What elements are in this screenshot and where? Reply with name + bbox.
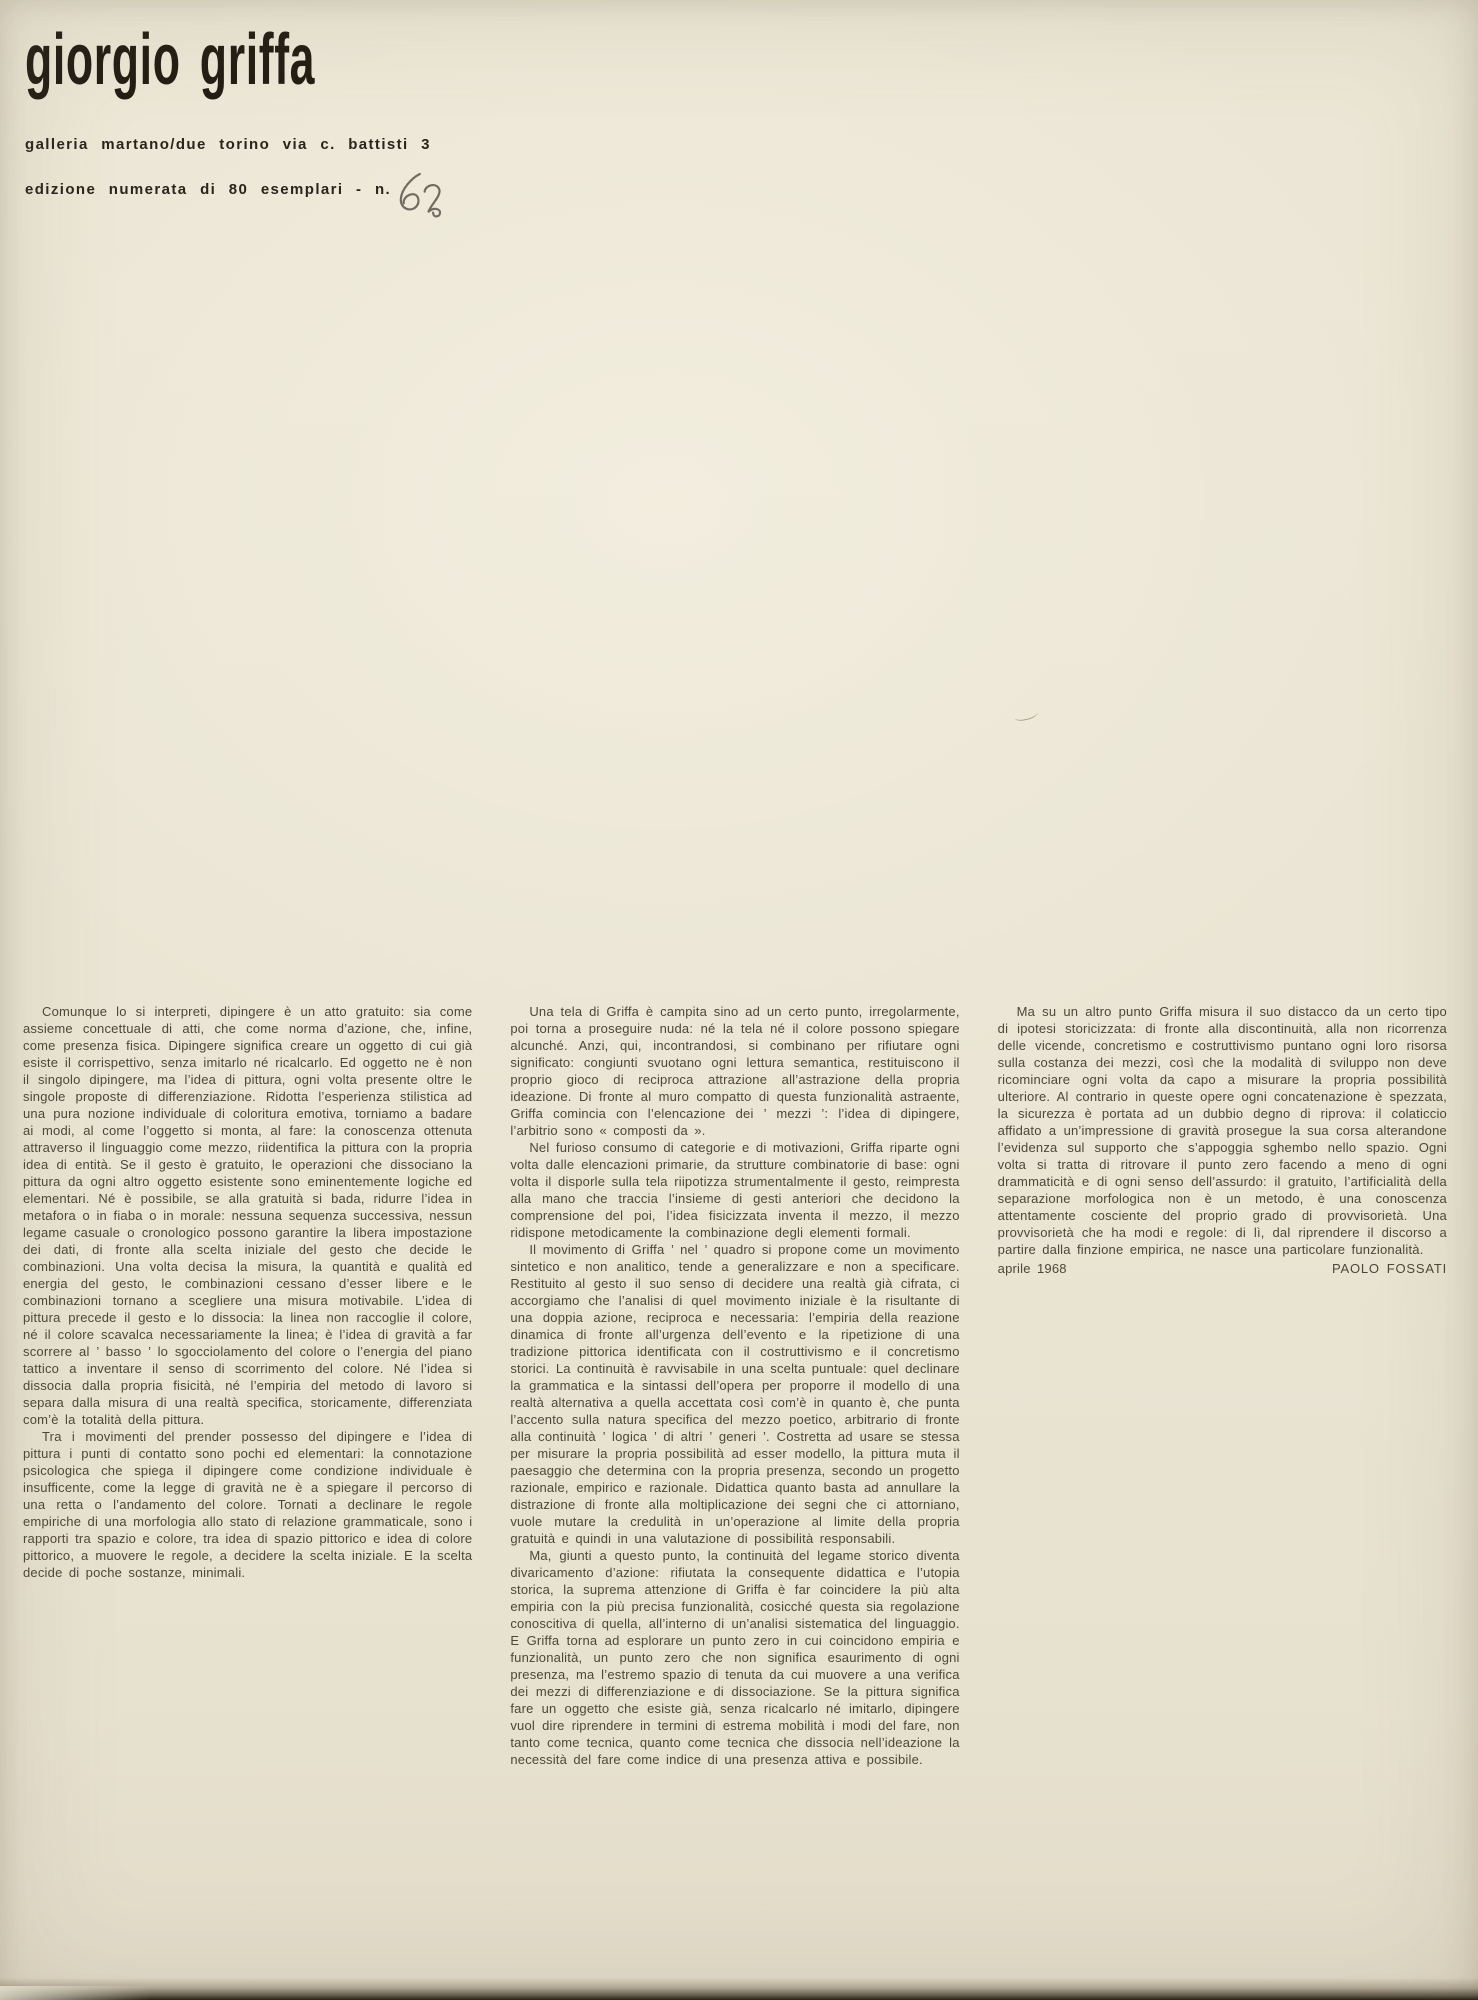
essay-column-3-text (998, 1003, 1447, 1258)
essay-date: aprile 1968 (997, 1261, 1067, 1276)
page-bottom-edge-shadow (0, 1978, 1478, 2000)
essay-column-3 (998, 1003, 1447, 1768)
page-title: giorgio griffa (25, 20, 316, 100)
paper-scratch-mark (1013, 707, 1039, 723)
essay-column-1 (23, 1003, 472, 1768)
essay-paragraph: Tra i movimenti del prender possesso del dipingere e l’idea di pittura i punti di contatto sono pochi ed elementari: la connotazione psicologica che spiega il dipingere come condizione individuale è insufficente, come la legge di gravità ne è a spiegare il percorso di una retta o l’andamento del colore. Tornati a declinare le regole empiriche di una morfologia allo stato di relazione grammaticale, sono i rapporti tra spazio e colore, tra idea di spazio pittorico e idea di colore pittorico, a muovere le regole, a decidere la scelta iniziale. E la scelta decide di poche sostanze, minimali. (23, 1429, 473, 1580)
essay-paragraph: Ma, giunti a questo punto, la continuità del legame storico diventa divaricamento d’azione: rifiutata la consequente didattica e l’utopia storica, la suprema attenzione di Griffa è far coincidere la più alta empiria con la più precisa funzionalità, cosicché questa sia regolazione conoscitiva di quella, all’interno di un’analisi sistematica del linguaggio. E Griffa torna ad esplorare un punto zero in cui coincidono empiria e funzionalità, un punto zero che non significa esaurimento di ogni presenza, ma l’estremo spazio di tenuta da cui muovere a una verifica dei mezzi di differenziazione e di dissociazione. Se la pittura significa fare un oggetto che esiste già, senza ricalcarlo né imitarlo, dipingere vuol dire riprendere in termini di estrema mobilità i modi del fare, non tanto come tecnica, quanto come tecnica che dissocia nell’ideazione la necessità del fare come indice di una presenza attiva e possibile. (510, 1548, 960, 1767)
essay-paragraph: Comunque lo si interpreti, dipingere è un atto gratuito: sia come assieme concettuale di atti, che come norma d’azione, che, infine, come presenza fisica. Dipingere significa creare un oggetto di cui già esiste il corrispettivo, senza imitarlo né ricalcarlo. Ed oggetto ne è non il singolo dipingere, ma l’idea di pittura, ogni volta presente oltre le singole proposte di differenziazione. Ridotta l’esperienza stilistica ad una pura nozione individuale di coloritura emotiva, torniamo a badare ai modi, al come l’oggetto si monta, al fare: la conoscenza ottenuta attraverso il linguaggio come mezzo, riidentifica la pittura con la propria idea di entità. Se il gesto è gratuito, le operazioni che dissociano la pittura da ogni altro oggetto esistente sono eminentemente logiche ed elementari. Né è possibile, se alla gratuità si bada, ridurre l’idea in metafora o in fiaba o in morale: nessuna sequenza successiva, nessun legame casuale o cronologico possono garantire la libera impostazione dei dati, di fronte alla scelta iniziale del gesto che decide le combinazioni. Una volta decisa la misura, la quantità e qualità ed energia del gesto, le combinazioni cessano d’esser libere e le combinazioni tornano a scegliere una misura motivabile. L’idea di pittura precede il gesto e lo dissocia: la linea non raccoglie il colore, né il colore scavalca necessariamente la linea; è l’idea di gravità a far scorrere al ’ basso ’ lo sgocciolamento del colore o l’energia del piano tattico a inventare il senso di scorrimento del colore. Né l’idea si dissocia dalla propria fisicità, né l’empiria del metodo di lavoro si separa dalla misura di una realtà specifica, storicamente, differenziata com’è la totalità della pittura. (23, 1004, 473, 1427)
essay-author: PAOLO FOSSATI (1331, 1261, 1447, 1276)
essay-paragraph: Nel furioso consumo di categorie e di motivazioni, Griffa riparte ogni volta dalle elencazioni primarie, da strutture combinatorie di base: ogni volta il disporle sulla tela riipotizza strumentalmente il gesto, reimpresta alla mano che traccia l’insieme di gesti anteriori che decidono la comprensione del poi, l’idea fisicizzata inventa il mezzo, il mezzo ridispone metodicamente la combinazione degli elementi formali. (510, 1140, 960, 1240)
essay-paragraph: Il movimento di Griffa ’ nel ’ quadro si propone come un movimento sintetico e non analitico, tende a generalizzare e non a specificare. Restituito al gesto il suo senso di decidere una realtà già cifrata, ci accorgiamo che l’analisi di quel movimento iniziale è la risultante di una doppia azione, reciproca e necessaria: l’empiria della reazione dinamica di fronte all’urgenza dell’evento e la ripetizione di una tradizione pittorica identificata con il costruttivismo e il concretismo storici. La continuità è ravvisabile in una scelta puntuale: quel declinare la grammatica e la sintassi dell’opera per proporre il modello di una realtà alternativa a quella accettata così com’è in quanto è, che punta l’accento sulla natura specifica del mezzo poetico, arbitrario di fronte alla continuità ’ logica ’ di altri ’ generi ’. Costretta ad usare se stessa per misurare la propria possibilità ad esser modello, la pittura muta il paesaggio che determina con la propria presenza, secondo un progetto razionale, empirico e razionale. Didattica quanto basta ad annullare la distrazione di fronte alla moltiplicazione dei segni che ci attorniano, vuole mutare la credulità in un’operazione al limite della propria gratuità e quindi in una valutazione di possibilità responsabili. (510, 1242, 960, 1546)
essay-paragraph: Una tela di Griffa è campita sino ad un certo punto, irregolarmente, poi torna a proseguire nuda: né la tela né il colore possono spiegare alcunché. Anzi, qui, incontrandosi, si combinano per rifiutare ogni significato: congiunti svuotano ogni lettura semantica, restituiscono il proprio gioco di reciproca attrazione all’astrazione della propria ideazione. Di fronte al muro compatto di questa funzionalità astraente, Griffa comincia con l’elencazione dei ’ mezzi ’: l’idea di dipingere, l’arbitrio sono « composti da ». (510, 1004, 960, 1138)
essay (23, 1003, 1447, 1768)
gallery-address: galleria martano/due torino via c. battisti 3 (25, 136, 431, 153)
essay-paragraph: Ma su un altro punto Griffa misura il suo distacco da un certo tipo di ipotesi storicizzata: di fronte alla discontinuità, alla non ricorrenza delle vicende, concretismo e costruttivismo puntano ogni loro risorsa sulla costanza dei mezzi, così che la modalità di sviluppo non deve ricominciare ogni volta da capo a misurare la propria possibilità ulteriore. Al contrario in queste opere ogni concatenazione è spezzata, la sicurezza è portata ad un dubbio degno di riprova: il colaticcio affidato a un’impressione di gravità prosegue la sua corsa alterandone l’evidenza sul supporto che s’appoggia sghembo nello spazio. Ogni volta si tratta di ritrovare il punto zero facendo a meno di ogni drammaticità e di ogni senso dell’assurdo: il gratuito, l’artificialità della separazione morfologica non è un metodo, è una conoscenza attentamente cosciente del proprio grado di provvisorietà. Una provvisorietà che ha modi e regole: di lì, dal riprendere il discorso a partire dalla finzione empirica, ne nasce una particolare funzionalità. (997, 1004, 1447, 1257)
handwritten-edition-number (392, 170, 450, 220)
essay-column-2 (510, 1003, 959, 1768)
edition-line (25, 170, 450, 220)
page-bottom-edge-highlight (0, 1986, 150, 2000)
signature-row (998, 1260, 1447, 1277)
edition-text: edizione numerata di 80 esemplari - n. (25, 181, 392, 198)
